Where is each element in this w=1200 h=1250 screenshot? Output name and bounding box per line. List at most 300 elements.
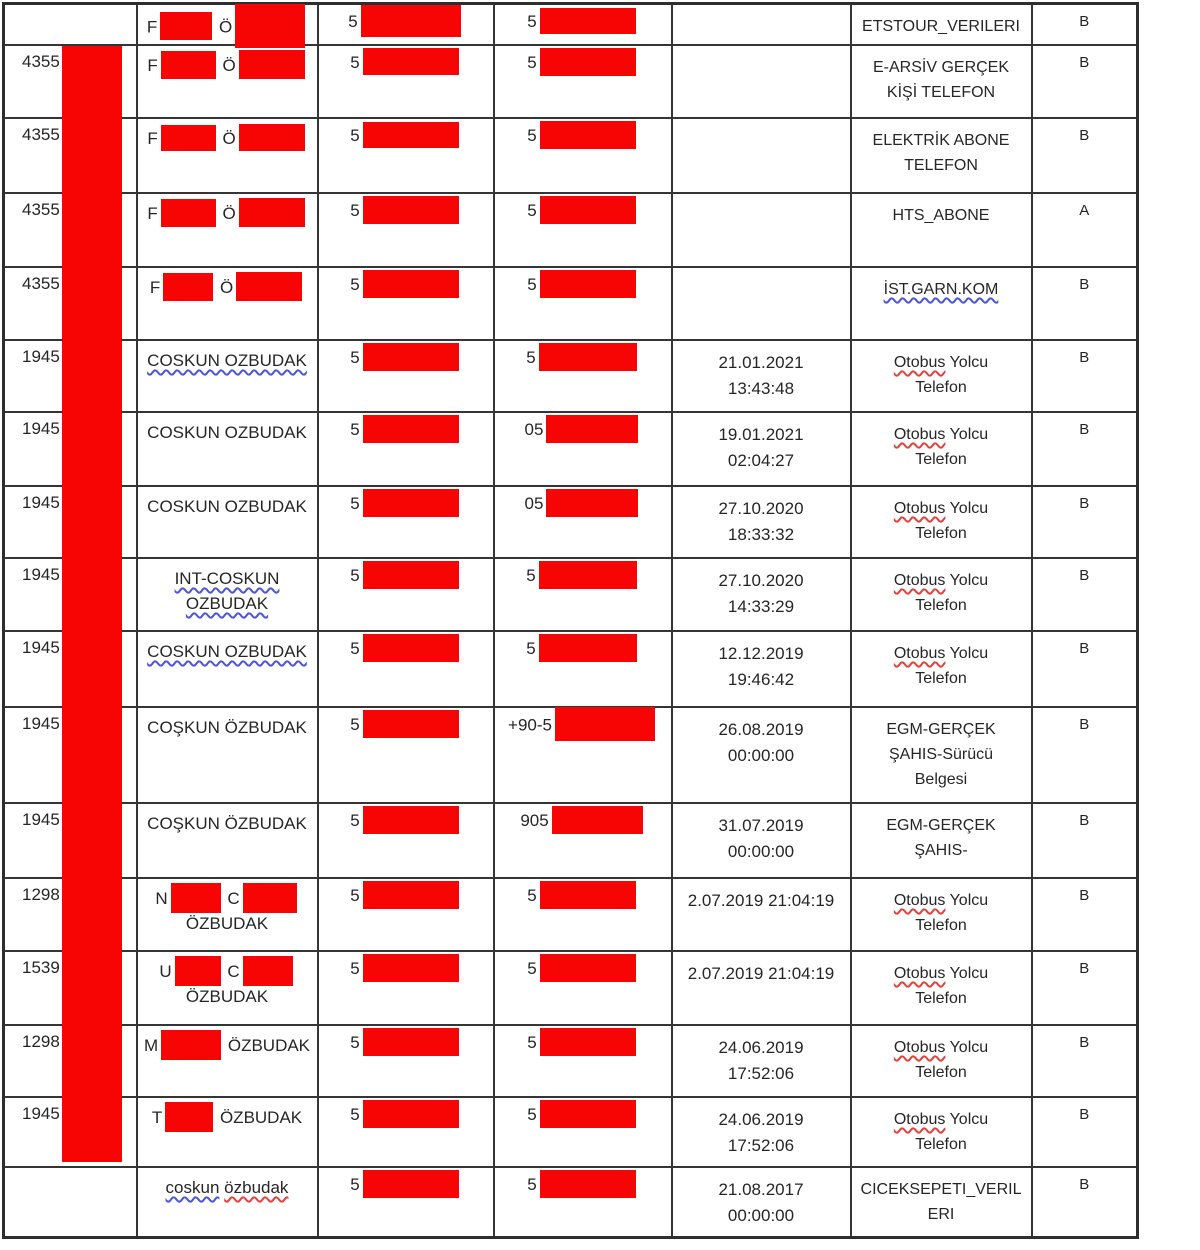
name-cell xyxy=(137,878,318,951)
phone1-cell xyxy=(318,340,494,412)
date-line: 12.12.2019 xyxy=(718,644,804,663)
grade-cell xyxy=(1032,486,1138,558)
redaction-box xyxy=(555,707,655,741)
date-cell xyxy=(672,486,851,558)
source-cell xyxy=(851,1167,1032,1237)
name-line xyxy=(140,348,315,373)
cell-text: Telefon xyxy=(915,525,967,542)
cell-text: Otobus xyxy=(893,572,946,589)
grade-value: B xyxy=(1079,716,1090,733)
name-cell xyxy=(137,1167,318,1237)
table-row xyxy=(4,267,1138,340)
redaction-box xyxy=(243,883,297,913)
redaction-box xyxy=(552,806,643,834)
cell-text: Yolcu xyxy=(945,1039,989,1056)
redaction-box xyxy=(161,125,216,151)
record-id-prefix: 1945 xyxy=(22,1104,60,1123)
source-line xyxy=(854,1132,1029,1157)
table-row xyxy=(4,193,1138,267)
name-cell xyxy=(137,412,318,486)
phone-prefix: 5 xyxy=(527,126,537,145)
cell-text: Telefon xyxy=(915,1136,967,1153)
table-row xyxy=(4,1167,1138,1237)
date-cell xyxy=(672,631,851,707)
source-cell xyxy=(851,1097,1032,1167)
record-id-prefix: 4355 xyxy=(22,200,60,219)
cell-text: COSKUN OZBUDAK xyxy=(147,351,307,370)
source-cell xyxy=(851,4,1032,46)
grade-cell xyxy=(1032,1167,1138,1237)
date-cell xyxy=(672,803,851,878)
source-cell xyxy=(851,951,1032,1025)
name-cell xyxy=(137,45,318,118)
date-cell xyxy=(672,45,851,118)
name-line xyxy=(140,1105,315,1130)
grade-cell xyxy=(1032,1025,1138,1097)
phone2-cell xyxy=(494,1167,672,1237)
cell-text: F xyxy=(147,56,158,75)
source-line xyxy=(854,375,1029,400)
phone-prefix: 5 xyxy=(350,1033,360,1052)
cell-text: M xyxy=(143,1036,159,1055)
cell-text: Telefon xyxy=(915,917,967,934)
redaction-box xyxy=(363,489,459,517)
source-cell xyxy=(851,267,1032,340)
date-cell xyxy=(672,267,851,340)
cell-text: OZBUDAK xyxy=(185,594,269,613)
redaction-box xyxy=(363,48,459,75)
grade-cell xyxy=(1032,193,1138,267)
redaction-box xyxy=(363,1100,459,1128)
grade-value: B xyxy=(1079,1176,1090,1193)
phone-prefix: 5 xyxy=(527,53,537,72)
grade-value: B xyxy=(1079,13,1090,30)
grade-cell xyxy=(1032,707,1138,803)
cell-text: ÖZBUDAK xyxy=(185,987,269,1006)
date-line: 17:52:06 xyxy=(727,1064,795,1083)
redaction-box xyxy=(363,561,459,589)
phone-prefix: 5 xyxy=(527,1033,537,1052)
source-line xyxy=(854,153,1029,178)
date-line: 26.08.2019 xyxy=(718,720,804,739)
name-line xyxy=(140,886,315,911)
source-cell xyxy=(851,118,1032,193)
redaction-box xyxy=(363,1028,459,1056)
phone-prefix: 5 xyxy=(350,959,360,978)
phone-prefix: 5 xyxy=(350,420,360,439)
source-line xyxy=(854,1202,1029,1227)
date-line: 2.07.2019 21:04:19 xyxy=(687,891,835,910)
redaction-box xyxy=(363,881,459,909)
source-line xyxy=(854,422,1029,447)
cell-text: İST.GARN.KOM xyxy=(883,281,999,298)
source-cell xyxy=(851,486,1032,558)
phone1-cell xyxy=(318,45,494,118)
source-cell xyxy=(851,558,1032,631)
source-line xyxy=(854,813,1029,838)
id-cell xyxy=(4,4,137,46)
name-line xyxy=(140,201,315,226)
cell-text: ÖZBUDAK xyxy=(215,1108,303,1127)
grade-value: B xyxy=(1079,421,1090,438)
phone-prefix: 5 xyxy=(350,494,360,513)
cell-text: ERI xyxy=(927,1206,955,1223)
cell-text: ŞAHIS- xyxy=(914,842,968,859)
redaction-box xyxy=(540,270,636,298)
source-cell xyxy=(851,878,1032,951)
source-line xyxy=(854,961,1029,986)
phone-prefix: 05 xyxy=(524,420,544,439)
name-cell xyxy=(137,340,318,412)
record-id-prefix: 1945 xyxy=(22,493,60,512)
grade-cell xyxy=(1032,631,1138,707)
cell-text: Yolcu xyxy=(945,500,989,517)
table-row xyxy=(4,4,1138,46)
name-cell xyxy=(137,4,318,46)
name-line xyxy=(140,494,315,519)
cell-text: Yolcu xyxy=(945,892,989,909)
redaction-box xyxy=(171,883,221,913)
date-line: 24.06.2019 xyxy=(718,1110,804,1129)
redaction-box xyxy=(236,272,302,301)
phone-prefix: 5 xyxy=(350,715,360,734)
date-line: 00:00:00 xyxy=(727,1206,795,1225)
redaction-box xyxy=(235,4,305,48)
source-line xyxy=(854,14,1029,39)
source-cell xyxy=(851,631,1032,707)
table-row xyxy=(4,486,1138,558)
phone2-cell xyxy=(494,631,672,707)
cell-text: F xyxy=(149,278,161,297)
table-row xyxy=(4,951,1138,1025)
cell-text: Otobus xyxy=(893,426,946,443)
grade-value: A xyxy=(1079,202,1090,219)
cell-text: E-ARSİV GERÇEK xyxy=(872,59,1010,76)
phone-prefix: 5 xyxy=(527,12,537,31)
record-id-prefix: 1945 xyxy=(22,638,60,657)
redaction-box xyxy=(539,634,637,662)
name-line xyxy=(140,1175,315,1200)
cell-text: EGM-GERÇEK xyxy=(886,817,996,834)
date-line: 2.07.2019 21:04:19 xyxy=(687,964,835,983)
phone1-cell xyxy=(318,267,494,340)
cell-text: ÖZBUDAK xyxy=(185,914,269,933)
name-line xyxy=(140,591,315,616)
redaction-box xyxy=(363,634,459,662)
date-line: 00:00:00 xyxy=(727,746,795,765)
cell-text: COŞKUN ÖZBUDAK xyxy=(147,718,307,737)
phone2-cell xyxy=(494,267,672,340)
phone2-cell xyxy=(494,486,672,558)
date-cell xyxy=(672,1097,851,1167)
source-cell xyxy=(851,803,1032,878)
phone1-cell xyxy=(318,193,494,267)
name-line xyxy=(140,639,315,664)
cell-text: Yolcu xyxy=(945,965,989,982)
phone2-cell xyxy=(494,707,672,803)
cell-text: Yolcu xyxy=(945,645,989,662)
cell-text: U xyxy=(159,962,172,981)
phone-prefix: 905 xyxy=(520,811,549,830)
date-cell xyxy=(672,4,851,46)
name-line xyxy=(140,275,315,300)
record-id-prefix: 1298 xyxy=(22,1032,60,1051)
name-cell xyxy=(137,803,318,878)
redaction-box xyxy=(540,881,636,909)
name-line xyxy=(140,53,315,78)
source-line xyxy=(854,496,1029,521)
redaction-box xyxy=(363,710,459,738)
source-line xyxy=(854,1060,1029,1085)
redaction-box xyxy=(363,196,459,224)
source-line xyxy=(854,913,1029,938)
records-table xyxy=(2,2,1139,1239)
record-id-prefix: 4355 xyxy=(22,274,60,293)
date-line: 18:33:32 xyxy=(727,525,795,544)
date-line: 21.01.2021 xyxy=(718,353,804,372)
name-line xyxy=(140,984,315,1009)
date-cell xyxy=(672,193,851,267)
phone2-cell xyxy=(494,4,672,46)
record-id-prefix: 1945 xyxy=(22,419,60,438)
phone-prefix: 5 xyxy=(526,566,536,585)
date-line: 27.10.2020 xyxy=(718,571,804,590)
date-line: 02:04:27 xyxy=(727,451,795,470)
grade-cell xyxy=(1032,4,1138,46)
name-cell xyxy=(137,267,318,340)
name-cell xyxy=(137,193,318,267)
redaction-box xyxy=(163,273,213,301)
cell-text: Ö xyxy=(217,204,236,223)
cell-text: Ö xyxy=(215,278,234,297)
record-id-prefix: 1945 xyxy=(22,347,60,366)
source-line xyxy=(854,593,1029,618)
name-line xyxy=(140,1033,315,1058)
phone1-cell xyxy=(318,707,494,803)
name-line xyxy=(140,420,315,445)
phone2-cell xyxy=(494,803,672,878)
phone1-cell xyxy=(318,1025,494,1097)
redaction-box xyxy=(539,561,637,589)
redaction-box xyxy=(239,50,305,79)
source-cell xyxy=(851,1025,1032,1097)
name-line xyxy=(140,126,315,151)
record-id-prefix: 1539 xyxy=(22,958,60,977)
cell-text: HTS_ABONE xyxy=(892,207,990,224)
source-line xyxy=(854,350,1029,375)
grade-value: B xyxy=(1079,1034,1090,1051)
phone1-cell xyxy=(318,412,494,486)
phone1-cell xyxy=(318,486,494,558)
redaction-box xyxy=(540,954,636,982)
redaction-box xyxy=(175,956,221,986)
cell-text: Otobus xyxy=(893,645,946,662)
source-line xyxy=(854,986,1029,1011)
table-row xyxy=(4,45,1138,118)
grade-value: B xyxy=(1079,127,1090,144)
phone2-cell xyxy=(494,118,672,193)
source-line xyxy=(854,742,1029,767)
source-line xyxy=(854,1177,1029,1202)
grade-value: B xyxy=(1079,349,1090,366)
grade-cell xyxy=(1032,412,1138,486)
grade-cell xyxy=(1032,558,1138,631)
name-cell xyxy=(137,1097,318,1167)
phone-prefix: 5 xyxy=(527,959,537,978)
table-row xyxy=(4,412,1138,486)
phone1-cell xyxy=(318,631,494,707)
name-cell xyxy=(137,1025,318,1097)
phone1-cell xyxy=(318,1167,494,1237)
table-row xyxy=(4,558,1138,631)
cell-text: Otobus xyxy=(893,892,946,909)
cell-text: ELEKTRİK ABONE xyxy=(872,132,1010,149)
name-line xyxy=(140,715,315,740)
source-line xyxy=(854,203,1029,228)
phone1-cell xyxy=(318,1097,494,1167)
date-cell xyxy=(672,1167,851,1237)
grade-value: B xyxy=(1079,276,1090,293)
source-line xyxy=(854,641,1029,666)
source-cell xyxy=(851,193,1032,267)
phone2-cell xyxy=(494,340,672,412)
cell-text: özbudak xyxy=(224,1178,289,1197)
phone-prefix: 5 xyxy=(350,566,360,585)
grade-cell xyxy=(1032,878,1138,951)
name-line xyxy=(140,911,315,936)
redaction-box xyxy=(540,121,636,149)
redaction-box xyxy=(540,1028,636,1056)
date-cell xyxy=(672,878,851,951)
cell-text: Telefon xyxy=(915,990,967,1007)
table-row xyxy=(4,707,1138,803)
redaction-box xyxy=(363,343,459,371)
grade-cell xyxy=(1032,118,1138,193)
name-cell xyxy=(137,558,318,631)
cell-text: Ö xyxy=(217,129,236,148)
cell-text: C xyxy=(222,889,240,908)
phone-prefix: 5 xyxy=(526,639,536,658)
cell-text: Yolcu xyxy=(945,572,989,589)
source-line xyxy=(854,55,1029,80)
cell-text: Yolcu xyxy=(945,354,989,371)
date-line: 00:00:00 xyxy=(727,842,795,861)
phone-prefix: 5 xyxy=(350,1175,360,1194)
date-line: 31.07.2019 xyxy=(718,816,804,835)
name-cell xyxy=(137,631,318,707)
table-row xyxy=(4,118,1138,193)
phone-prefix: 5 xyxy=(350,1105,360,1124)
date-cell xyxy=(672,412,851,486)
cell-text: Telefon xyxy=(915,451,967,468)
date-line: 19.01.2021 xyxy=(718,425,804,444)
cell-text: ÖZBUDAK xyxy=(223,1036,311,1055)
phone-prefix: 5 xyxy=(527,275,537,294)
record-id-prefix: 1945 xyxy=(22,810,60,829)
cell-text: F xyxy=(146,17,158,37)
source-line xyxy=(854,80,1029,105)
source-line xyxy=(854,128,1029,153)
name-cell xyxy=(137,486,318,558)
phone-prefix: 5 xyxy=(527,201,537,220)
redaction-box xyxy=(546,489,638,517)
phone-prefix: 5 xyxy=(350,275,360,294)
phone-prefix: +90-5 xyxy=(508,715,552,735)
cell-text: Ö xyxy=(214,17,233,37)
source-cell xyxy=(851,707,1032,803)
grade-value: B xyxy=(1079,960,1090,977)
phone1-cell xyxy=(318,4,494,46)
cell-text: Telefon xyxy=(915,670,967,687)
cell-text: COSKUN OZBUDAK xyxy=(147,423,307,442)
cell-text: INT-COSKUN xyxy=(174,569,280,588)
cell-text: KİŞİ TELEFON xyxy=(886,84,996,101)
source-cell xyxy=(851,412,1032,486)
name-line xyxy=(140,566,315,591)
cell-text: ETSTOUR_VERILERI xyxy=(862,18,1020,35)
source-cell xyxy=(851,45,1032,118)
cell-text: Yolcu xyxy=(945,1111,989,1128)
cell-text: Telefon xyxy=(915,597,967,614)
cell-text: EGM-GERÇEK xyxy=(886,721,996,738)
source-line xyxy=(854,717,1029,742)
redaction-box xyxy=(160,12,212,40)
grade-cell xyxy=(1032,340,1138,412)
name-cell xyxy=(137,951,318,1025)
redaction-box xyxy=(540,1170,636,1198)
cell-text: COSKUN OZBUDAK xyxy=(147,642,307,661)
phone2-cell xyxy=(494,1025,672,1097)
date-cell xyxy=(672,118,851,193)
phone-prefix: 5 xyxy=(350,53,360,72)
phone1-cell xyxy=(318,878,494,951)
phone-prefix: 5 xyxy=(350,126,360,145)
cell-text: coskun xyxy=(165,1178,220,1197)
phone2-cell xyxy=(494,412,672,486)
redaction-box xyxy=(539,343,637,371)
cell-text: ŞAHIS-Sürücü xyxy=(888,746,994,763)
redaction-box xyxy=(239,124,305,151)
source-line xyxy=(854,447,1029,472)
source-line xyxy=(854,666,1029,691)
cell-text: Yolcu xyxy=(945,426,989,443)
redaction-box xyxy=(161,1030,221,1060)
source-line xyxy=(854,1107,1029,1132)
phone1-cell xyxy=(318,118,494,193)
table-row xyxy=(4,631,1138,707)
redaction-box xyxy=(243,956,293,986)
phone-prefix: 5 xyxy=(350,201,360,220)
grade-cell xyxy=(1032,267,1138,340)
phone-prefix: 5 xyxy=(527,1175,537,1194)
phone1-cell xyxy=(318,803,494,878)
cell-text: Otobus xyxy=(893,965,946,982)
cell-text: Otobus xyxy=(893,1039,946,1056)
redaction-box xyxy=(361,5,461,37)
redaction-box xyxy=(540,1100,636,1128)
grade-value: B xyxy=(1079,567,1090,584)
phone-prefix: 5 xyxy=(350,348,360,367)
date-cell xyxy=(672,340,851,412)
grade-value: B xyxy=(1079,887,1090,904)
phone-prefix: 5 xyxy=(527,1105,537,1124)
grade-cell xyxy=(1032,803,1138,878)
name-cell xyxy=(137,707,318,803)
table-row xyxy=(4,878,1138,951)
cell-text: Belgesi xyxy=(914,771,968,788)
redaction-box xyxy=(540,8,636,34)
record-id-prefix: 4355 xyxy=(22,125,60,144)
